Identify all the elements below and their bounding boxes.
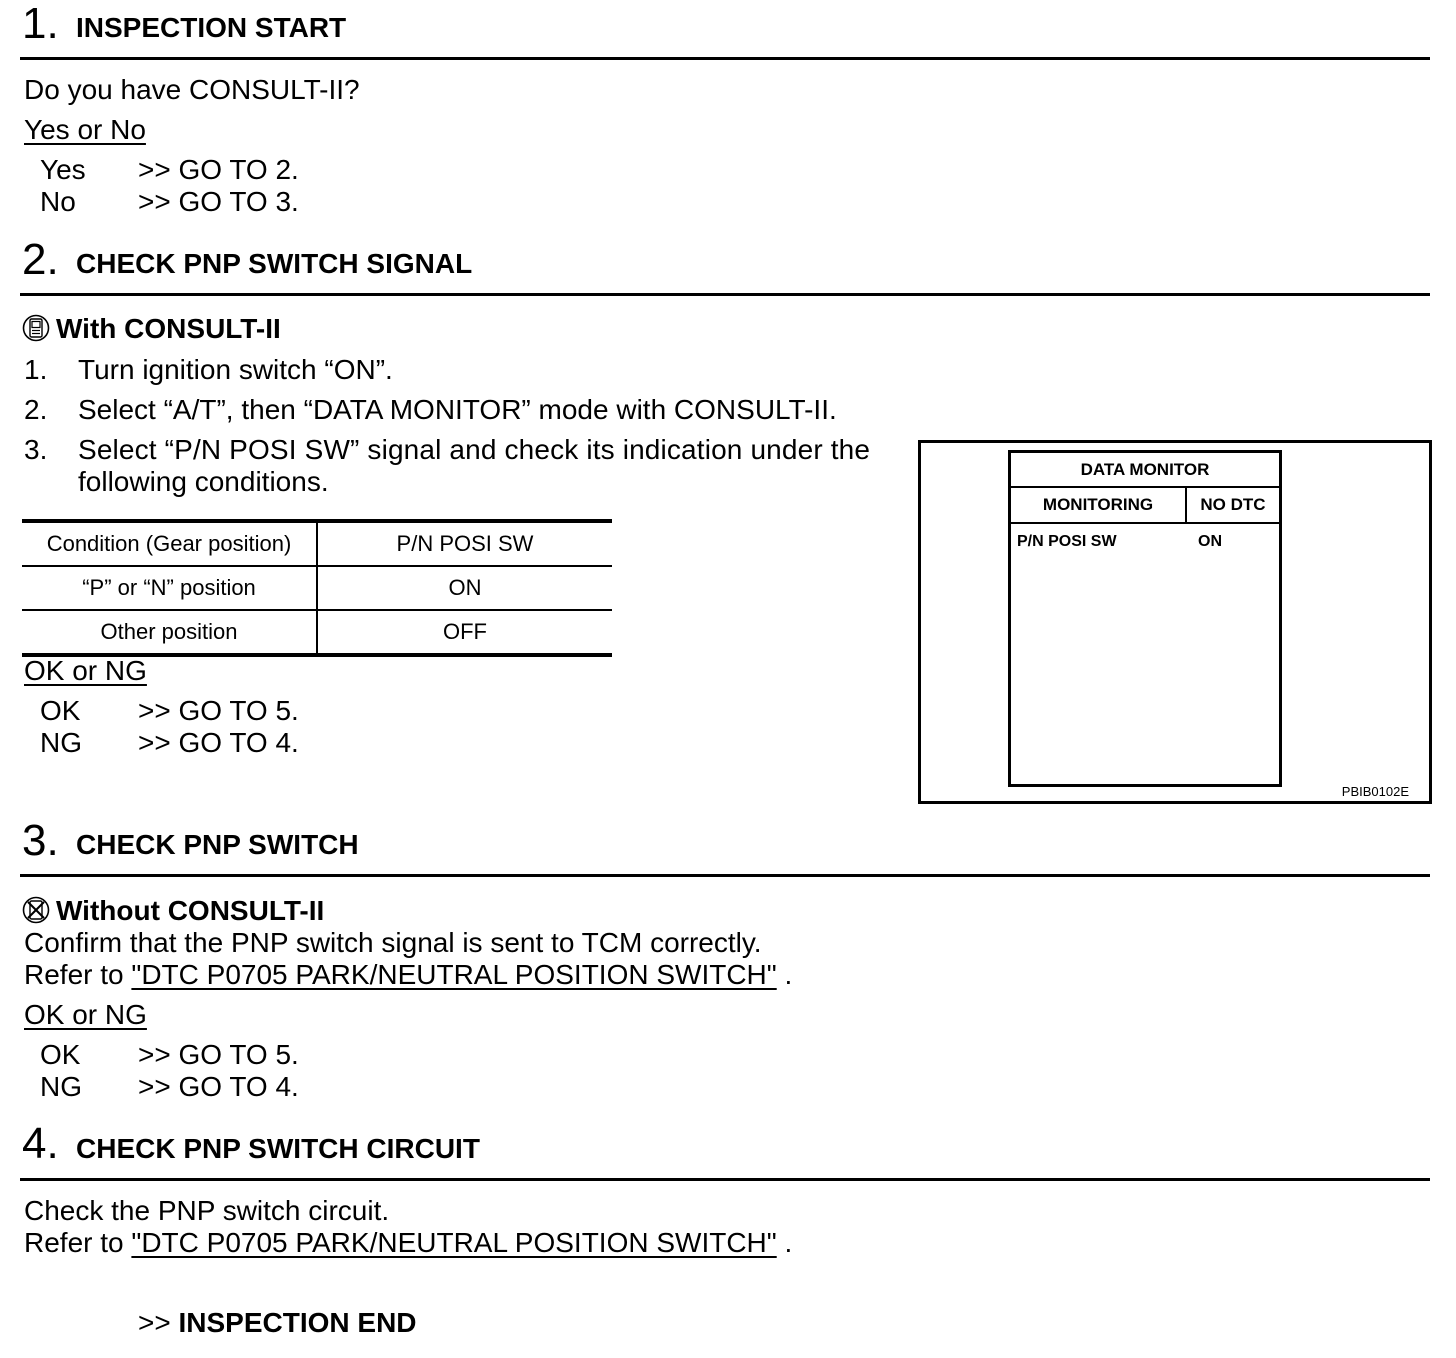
refer-prefix: Refer to [24, 959, 132, 990]
figure-code: PBIB0102E [1341, 784, 1409, 799]
divider [20, 293, 1430, 296]
instruction-text-continued: following conditions. [78, 466, 329, 497]
table-cell: OFF [317, 610, 612, 655]
step-3-description: Confirm that the PNP switch signal is sent to TCM correctly. [24, 927, 762, 958]
result-action: >> GO TO 2. [138, 154, 299, 185]
consult-screen [1008, 450, 1282, 787]
condition-table [22, 519, 612, 657]
dtc-p0705-link[interactable]: "DTC P0705 PARK/NEUTRAL POSITION SWITCH" [131, 1227, 777, 1258]
step-3-number: 3. [22, 816, 59, 865]
data-monitor-figure [918, 440, 1432, 804]
step-1-number: 1. [22, 0, 59, 48]
step-4-reference [24, 1227, 792, 1259]
result-key: NG [40, 1071, 82, 1102]
table-cell: ON [317, 566, 612, 610]
result-label: Yes or No [24, 114, 146, 145]
instruction-text: Turn ignition switch “ON”. [78, 354, 393, 385]
result-key: NG [40, 727, 82, 758]
instruction-text: Select “P/N POSI SW” signal and check its indication under the [78, 434, 871, 465]
refer-suffix: . [776, 959, 793, 990]
end-arrow: >> [138, 1307, 179, 1338]
monitor-item-name: P/N POSI SW [1017, 533, 1117, 550]
inspection-end [138, 1307, 417, 1339]
instruction-number: 3. [24, 434, 48, 465]
step-1-title: INSPECTION START [76, 12, 347, 43]
table-row [22, 610, 612, 655]
end-label: INSPECTION END [178, 1307, 417, 1338]
screen-column-status: NO DTC [1187, 488, 1279, 524]
result-action: >> GO TO 5. [138, 1039, 299, 1070]
with-consult-heading [22, 313, 281, 345]
instruction-text: Select “A/T”, then “DATA MONITOR” mode with CONSULT-II. [78, 394, 837, 425]
screen-title: DATA MONITOR [1011, 453, 1279, 488]
dtc-p0705-link[interactable]: "DTC P0705 PARK/NEUTRAL POSITION SWITCH" [131, 959, 777, 990]
divider [20, 874, 1430, 877]
result-action: >> GO TO 4. [138, 727, 299, 758]
step-3-title: CHECK PNP SWITCH [76, 829, 359, 860]
no-consult-icon [22, 896, 50, 924]
with-consult-label: With CONSULT-II [56, 313, 281, 344]
result-key: No [40, 186, 76, 217]
instruction-number: 1. [24, 354, 48, 385]
result-action: >> GO TO 4. [138, 1071, 299, 1102]
divider [20, 57, 1430, 60]
instruction-number: 2. [24, 394, 48, 425]
step-4-description: Check the PNP switch circuit. [24, 1195, 390, 1226]
divider [20, 1178, 1430, 1181]
step-2-number: 2. [22, 235, 59, 284]
without-consult-label: Without CONSULT-II [56, 895, 325, 926]
step-3-reference [24, 959, 792, 991]
without-consult-heading [22, 895, 324, 927]
table-header: Condition (Gear position) [22, 521, 317, 566]
table-row [22, 566, 612, 610]
result-label: OK or NG [24, 999, 147, 1030]
step-4-title: CHECK PNP SWITCH CIRCUIT [76, 1133, 480, 1164]
step-4-number: 4. [22, 1119, 59, 1168]
result-key: OK [40, 1039, 81, 1070]
result-action: >> GO TO 5. [138, 695, 299, 726]
monitor-item-value: ON [1198, 533, 1222, 550]
table-cell: “P” or “N” position [22, 566, 317, 610]
result-key: Yes [40, 154, 86, 185]
result-action: >> GO TO 3. [138, 186, 299, 217]
result-key: OK [40, 695, 81, 726]
consult-tool-icon [22, 314, 50, 342]
result-label: OK or NG [24, 655, 147, 686]
screen-column-monitoring: MONITORING [1011, 488, 1187, 524]
table-header: P/N POSI SW [317, 521, 612, 566]
refer-suffix: . [776, 1227, 793, 1258]
table-cell: Other position [22, 610, 317, 655]
refer-prefix: Refer to [24, 1227, 132, 1258]
step-1-question: Do you have CONSULT-II? [24, 74, 360, 105]
step-2-title: CHECK PNP SWITCH SIGNAL [76, 248, 473, 279]
